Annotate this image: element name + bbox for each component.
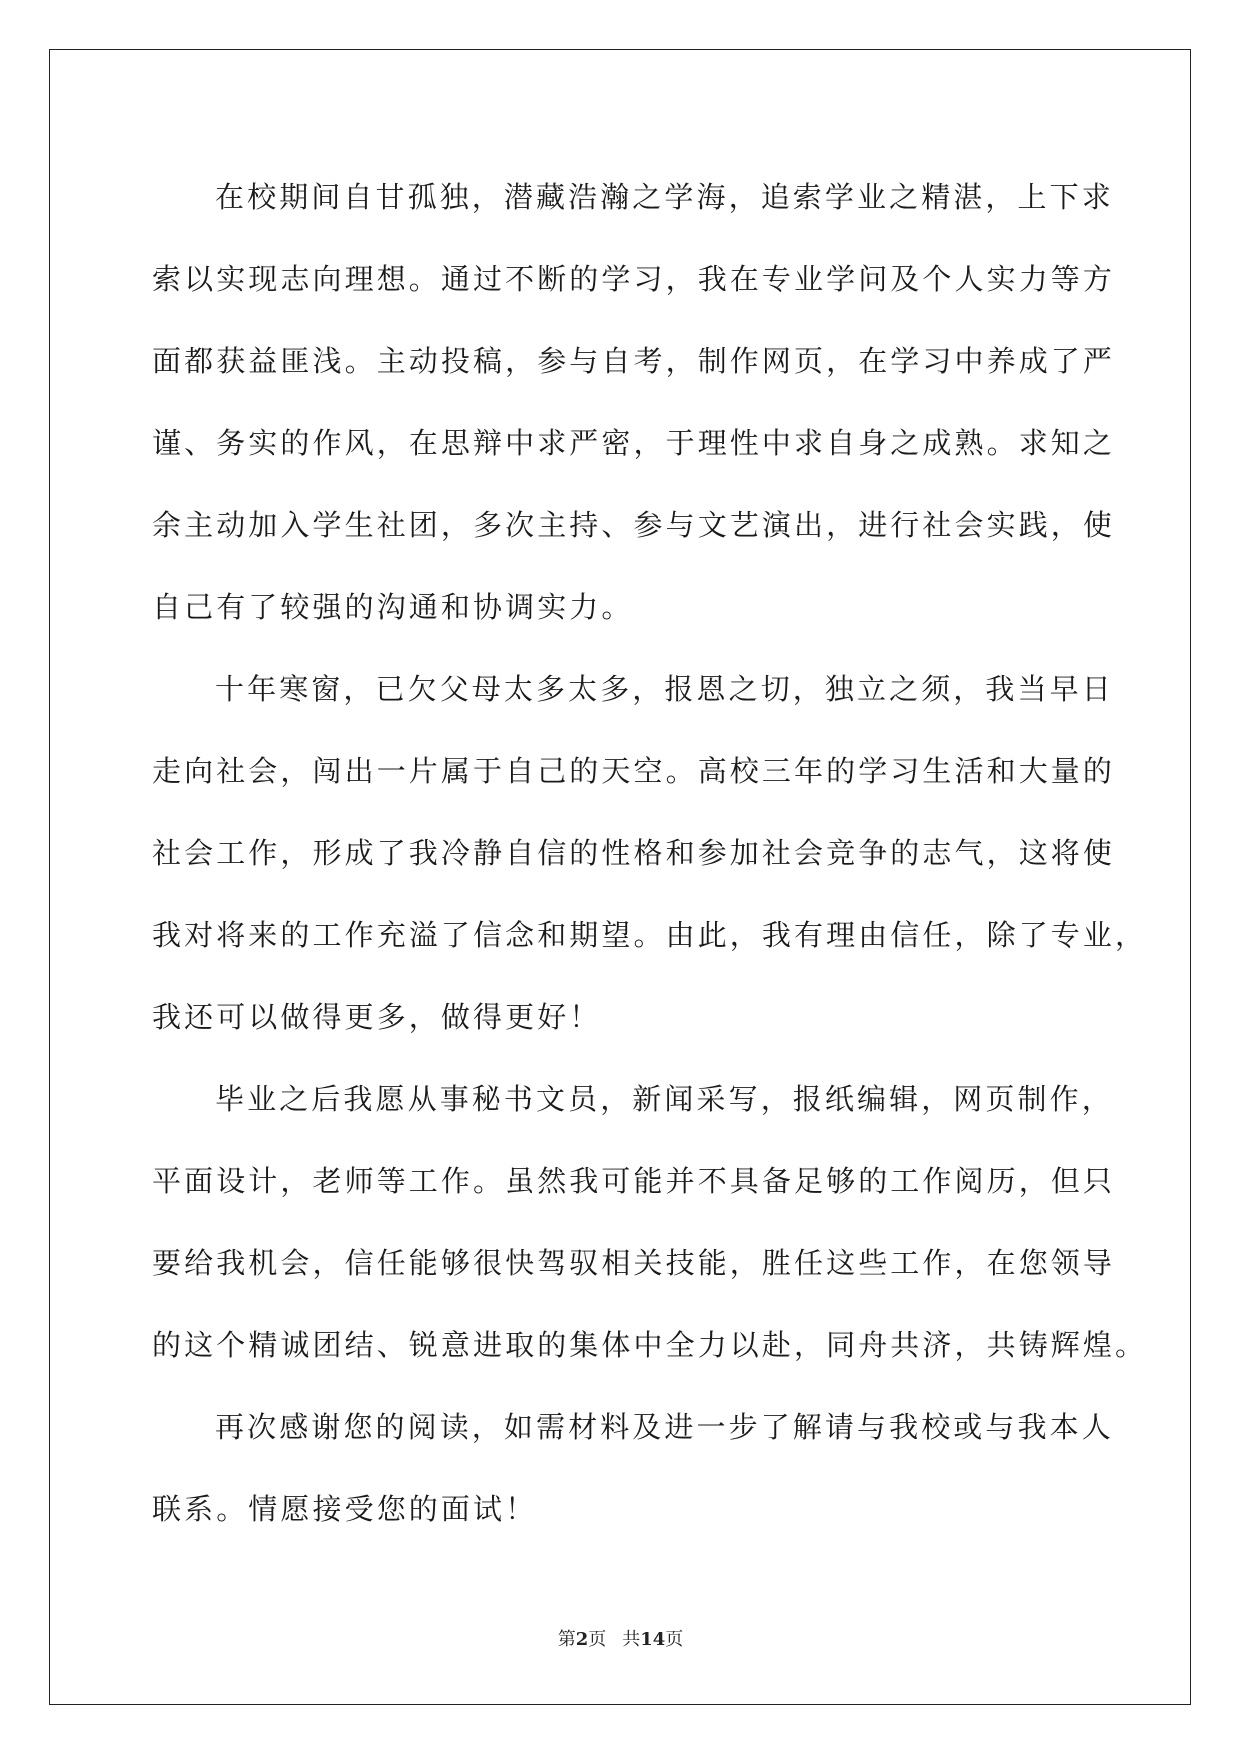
paragraph-line: 余主动加入学生社团，多次主持、参与文艺演出，进行社会实践，使	[152, 508, 1116, 542]
paragraph-line: 我还可以做得更多，做得更好！	[152, 1000, 602, 1034]
paragraph-line: 联系。情愿接受您的面试！	[152, 1492, 538, 1526]
paragraph-line: 走向社会，闯出一片属于自己的天空。高校三年的学习生活和大量的	[152, 754, 1116, 788]
paragraph-line: 索以实现志向理想。通过不断的学习，我在专业学问及个人实力等方	[152, 262, 1116, 296]
paragraph-line: 要给我机会，信任能够很快驾驭相关技能，胜任这些工作，在您领导	[152, 1246, 1116, 1280]
paragraph-line: 我对将来的工作充溢了信念和期望。由此，我有理由信任，除了专业，	[152, 918, 1148, 952]
footer-total-pages: 14	[640, 1629, 666, 1650]
footer-total-suffix: 页	[665, 1629, 684, 1650]
footer-page-number: 2	[575, 1629, 589, 1650]
paragraph-line: 谨、务实的作风，在思辩中求严密，于理性中求自身之成熟。求知之	[152, 426, 1116, 460]
paragraph-line: 的这个精诚团结、锐意进取的集体中全力以赴，同舟共济，共铸辉煌。	[152, 1328, 1148, 1362]
paragraph-line: 再次感谢您的阅读，如需材料及进一步了解请与我校或与我本人	[215, 1410, 1114, 1444]
paragraph-line: 自己有了较强的沟通和协调实力。	[152, 590, 634, 624]
document-body	[152, 156, 1148, 1550]
footer-total-prefix: 共	[622, 1629, 641, 1650]
page-footer	[0, 1625, 1241, 1651]
footer-prefix: 第	[557, 1629, 576, 1650]
paragraph-line: 毕业之后我愿从事秘书文员，新闻采写，报纸编辑，网页制作，	[215, 1082, 1114, 1116]
paragraph-line: 社会工作，形成了我冷静自信的性格和参加社会竞争的志气，这将使	[152, 836, 1116, 870]
paragraph-line: 面都获益匪浅。主动投稿，参与自考，制作网页，在学习中养成了严	[152, 344, 1116, 378]
paragraph-line: 十年寒窗，已欠父母太多太多，报恩之切，独立之须，我当早日	[215, 672, 1114, 706]
footer-page-suffix: 页	[588, 1629, 607, 1650]
paragraph-line: 在校期间自甘孤独，潜藏浩瀚之学海，追索学业之精湛，上下求	[215, 180, 1114, 214]
paragraph-line: 平面设计，老师等工作。虽然我可能并不具备足够的工作阅历，但只	[152, 1164, 1116, 1198]
